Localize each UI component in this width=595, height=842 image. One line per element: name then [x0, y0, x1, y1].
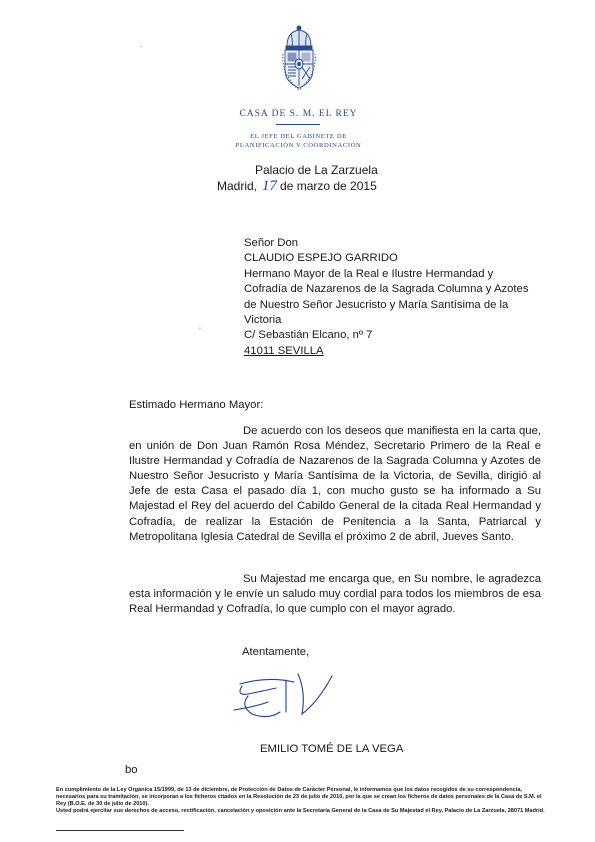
footer-divider	[56, 830, 184, 831]
dateline-month-year: de marzo de 2015	[280, 179, 377, 193]
data-protection-notice-line-2: Usted podrá ejercitar sus derechos de acceso, rectificación, cancelación y oposición ante la Secretaría General de la Casa de Su Majestad el Rey, Palacio de La Zarzuela, 28071 Madrid.	[56, 808, 545, 814]
dateline-day-handwritten: 17	[262, 178, 278, 194]
dateline-city: Madrid,	[217, 179, 258, 193]
dateline-place: Palacio de La Zarzuela	[255, 163, 378, 177]
recipient-title: Señor Don	[244, 237, 299, 249]
recipient-role-line-1: Hermano Mayor de la Real e Ilustre Hermandad y	[244, 267, 494, 280]
institution-name: CASA DE S. M. EL REY	[239, 109, 358, 119]
stray-mark: .	[140, 40, 143, 49]
department-line-2: PLANIFICACIÓN Y COORDINACIÓN	[235, 142, 362, 149]
dateline	[217, 178, 377, 195]
data-protection-notice-line-1: En cumplimiento de la Ley Orgánica 15/1999, de 13 de diciembre, de Protección de Datos de Carácter Personal, le informamos que los datos recogidos de su correspondencia, necesarios para su tramitación, se incorporan a los ficheros citados en la Resolución de 23 de julio de 2010, por la que se crean los ficheros de datos personales de la Casa de S.M. el Rey (B.O.E. de 30 de julio de 2010).	[56, 787, 542, 807]
data-protection-notice	[56, 787, 546, 815]
recipient-role-line-3: de Nuestro Señor Jesucristo y María Santísima de la	[244, 298, 509, 311]
valediction: Atentamente,	[242, 646, 310, 658]
recipient-role-line-2: Cofradía de Nazarenos de la Sagrada Columna y Azotes	[244, 283, 529, 296]
signer-name: EMILIO TOMÉ DE LA VEGA	[260, 743, 404, 755]
department-line-1: EL JEFE DEL GABINETE DE	[250, 133, 347, 140]
body-paragraph-1	[129, 424, 541, 545]
recipient-name: CLAUDIO ESPEJO GARRIDO	[244, 252, 398, 265]
body-paragraph-2-text: Su Majestad me encarga que, en Su nombre, le agradezca esta información y le envíe un saludo muy cordial para todos los miembros de esa Real Hermandad y Cofradía, lo que cumplo con el mayor agrado.	[129, 573, 541, 616]
handwritten-signature-icon	[228, 662, 358, 724]
reference-initials: bo	[125, 764, 138, 776]
recipient-postal-city: 41011 SEVILLA	[244, 344, 324, 357]
recipient-role-line-4: Victoria	[244, 314, 282, 327]
body-paragraph-2	[129, 572, 541, 617]
recipient-street: C/ Sebastián Elcano, nº 7	[244, 329, 373, 342]
stray-mark: •	[199, 326, 201, 332]
department-name	[150, 132, 447, 150]
greeting: Estimado Hermano Mayor:	[129, 399, 264, 411]
letterhead-divider	[276, 124, 320, 125]
royal-coat-of-arms-icon	[279, 24, 319, 92]
recipient-address-block	[244, 236, 564, 359]
body-paragraph-1-text: De acuerdo con los deseos que manifiesta en la carta que, en unión de Don Juan Ramón Rosa Méndez, Secretario Primero de la Real e Ilustre Hermandad y Cofradía de Nazarenos de la Sagrada Columna y Azotes de Nuestro Señor Jesucristo y María Santísima de la Victoria, de Sevilla, dirigió al Jefe de esta Casa el pasado día 1, con mucho gusto se ha informado a Su Majestad el Rey del acuerdo del Cabildo General de la citada Real Hermandad y Cofradía, de realizar la Estación de Penitencia a la Santa, Patriarcal y Metropolitana Iglesia Catedral de Sevilla el próximo 2 de abril, Jueves Santo.	[129, 425, 541, 543]
